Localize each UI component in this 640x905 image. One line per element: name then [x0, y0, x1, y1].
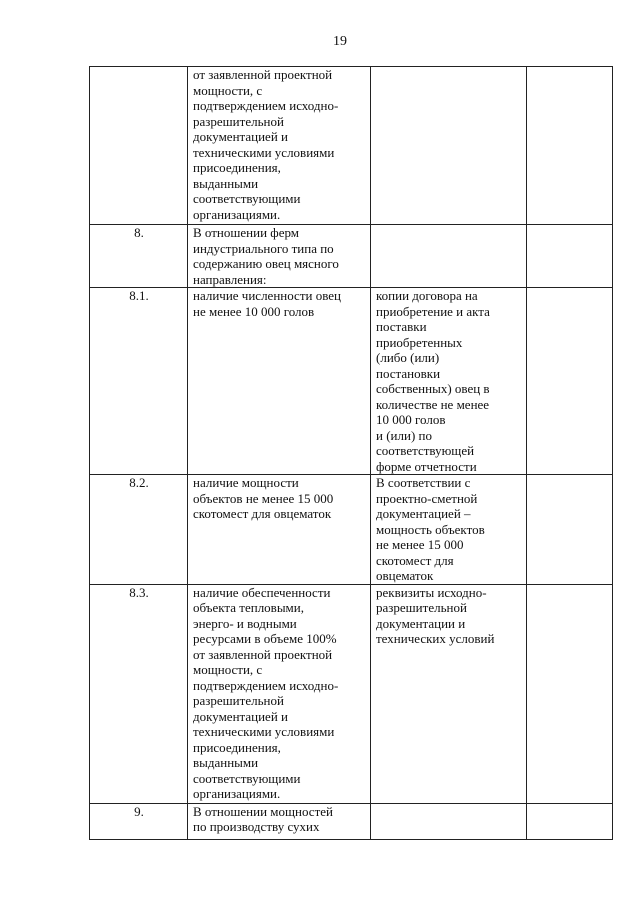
row-number-cell: 9. — [90, 803, 188, 839]
table-row — [90, 584, 613, 803]
row-number-cell: 8. — [90, 225, 188, 288]
table-row — [90, 288, 613, 475]
criterion-cell: наличие численности овец не менее 10 000 голов — [188, 288, 371, 475]
table-row — [90, 803, 613, 839]
extra-cell — [527, 475, 613, 585]
criterion-cell: от заявленной проектной мощности, с подтверждением исходно- разрешительной документацией и техническими условиями присоединения, выданными соответствующими организациями. — [188, 67, 371, 225]
row-number-cell: 8.2. — [90, 475, 188, 585]
documents-cell: копии договора на приобретение и акта поставки приобретенных (либо (или) постановки собственных) овец в количестве не менее 10 000 голов и (или) по соответствующей форме отчетности — [371, 288, 527, 475]
row-number-cell — [90, 67, 188, 225]
row-number-cell: 8.1. — [90, 288, 188, 475]
criterion-cell: наличие обеспеченности объекта тепловыми, энерго- и водными ресурсами в объеме 100% от заявленной проектной мощности, с подтверждением исходно- разрешительной документацией и техническими условиями присоединения, выданными соответствующими организациями. — [188, 584, 371, 803]
table-row — [90, 225, 613, 288]
extra-cell — [527, 803, 613, 839]
extra-cell — [527, 288, 613, 475]
documents-cell — [371, 67, 527, 225]
documents-cell — [371, 225, 527, 288]
criterion-cell: В отношении ферм индустриального типа по содержанию овец мясного направления: — [188, 225, 371, 288]
extra-cell — [527, 67, 613, 225]
documents-cell: В соответствии с проектно-сметной документацией – мощность объектов не менее 15 000 скотомест для овцематок — [371, 475, 527, 585]
documents-cell — [371, 803, 527, 839]
row-number-cell: 8.3. — [90, 584, 188, 803]
extra-cell — [527, 225, 613, 288]
criterion-cell: В отношении мощностей по производству сухих — [188, 803, 371, 839]
table-row — [90, 67, 613, 225]
documents-cell: реквизиты исходно- разрешительной документации и технических условий — [371, 584, 527, 803]
criterion-cell: наличие мощности объектов не менее 15 000 скотомест для овцематок — [188, 475, 371, 585]
requirements-table — [89, 66, 613, 840]
extra-cell — [527, 584, 613, 803]
page-number: 19 — [333, 34, 347, 49]
table-row — [90, 475, 613, 585]
